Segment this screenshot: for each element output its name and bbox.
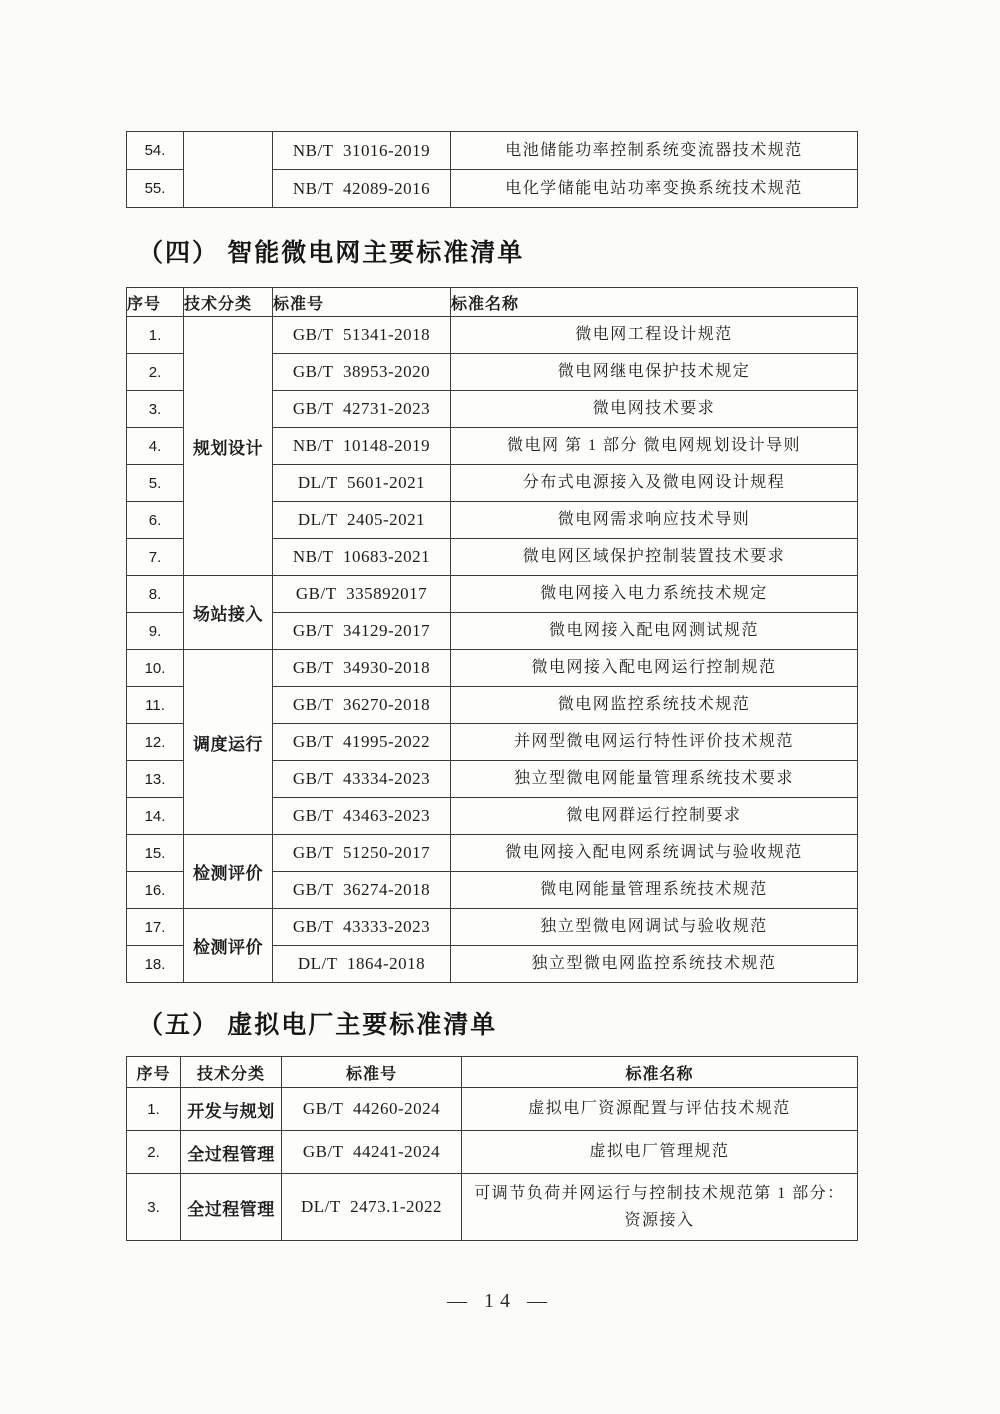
cell-name: 并网型微电网运行特性评价技术规范 [451, 724, 858, 761]
table-header-row [127, 288, 858, 317]
cell-category-dispatch-operation: 调度运行 [184, 650, 273, 835]
cell-std: DL/T 2473.1-2022 [282, 1174, 462, 1241]
cell-category-station-access: 场站接入 [184, 576, 273, 650]
cell-name: 微电网继电保护技术规定 [451, 354, 858, 391]
cell-name: 微电网接入配电网测试规范 [451, 613, 858, 650]
cell-category-empty [184, 132, 273, 208]
section4-heading: （四） 智能微电网主要标准清单 [138, 240, 525, 267]
cell-no: 1. [127, 1088, 181, 1131]
cell-name: 微电网区域保护控制装置技术要求 [451, 539, 858, 576]
cell-name: 虚拟电厂管理规范 [462, 1131, 858, 1174]
col-header-name: 标准名称 [451, 288, 858, 317]
cell-name: 微电网群运行控制要求 [451, 798, 858, 835]
cell-std: DL/T 2405-2021 [273, 502, 451, 539]
cell-no: 16. [127, 872, 184, 909]
cell-name: 微电网需求响应技术导则 [451, 502, 858, 539]
cell-category-planning: 规划设计 [184, 317, 273, 576]
table-row [127, 1131, 858, 1174]
microgrid-standards-table [126, 287, 858, 983]
cell-no: 4. [127, 428, 184, 465]
page-number: — 14 — [447, 1290, 553, 1312]
virtual-power-plant-standards-table [126, 1056, 858, 1241]
cell-name: 微电网接入配电网系统调试与验收规范 [451, 835, 858, 872]
cell-std: DL/T 5601-2021 [273, 465, 451, 502]
table-header-row [127, 1057, 858, 1088]
table-row [127, 1174, 858, 1241]
cell-no: 3. [127, 1174, 181, 1241]
col-header-name: 标准名称 [462, 1057, 858, 1088]
cell-std: GB/T 44241-2024 [282, 1131, 462, 1174]
cell-no: 17. [127, 909, 184, 946]
cell-category-test-evaluation: 检测评价 [184, 835, 273, 909]
cell-name: 独立型微电网调试与验收规范 [451, 909, 858, 946]
cell-name: 微电网 第 1 部分 微电网规划设计导则 [451, 428, 858, 465]
cell-std: GB/T 44260-2024 [282, 1088, 462, 1131]
cell-name: 微电网接入电力系统技术规定 [451, 576, 858, 613]
cell-std: NB/T 31016-2019 [273, 132, 451, 170]
cell-name: 微电网工程设计规范 [451, 317, 858, 354]
table-row [127, 650, 858, 687]
cell-std: GB/T 51341-2018 [273, 317, 451, 354]
cell-no: 2. [127, 1131, 181, 1174]
cell-std: GB/T 51250-2017 [273, 835, 451, 872]
table-row [127, 132, 858, 170]
cell-name: 微电网能量管理系统技术规范 [451, 872, 858, 909]
cell-std: NB/T 42089-2016 [273, 170, 451, 208]
cell-no: 9. [127, 613, 184, 650]
col-header-std: 标准号 [282, 1057, 462, 1088]
cell-name: 分布式电源接入及微电网设计规程 [451, 465, 858, 502]
col-header-no: 序号 [127, 288, 184, 317]
col-header-std: 标准号 [273, 288, 451, 317]
table-row [127, 835, 858, 872]
storage-standards-table-continuation [126, 131, 858, 208]
cell-no: 55. [127, 170, 184, 208]
cell-category-test-evaluation: 检测评价 [184, 909, 273, 983]
cell-category: 全过程管理 [181, 1174, 282, 1241]
cell-std: GB/T 36274-2018 [273, 872, 451, 909]
cell-no: 10. [127, 650, 184, 687]
cell-no: 5. [127, 465, 184, 502]
cell-std: GB/T 43333-2023 [273, 909, 451, 946]
cell-name: 可调节负荷并网运行与控制技术规范第 1 部分：资源接入 [462, 1174, 858, 1241]
table-row [127, 317, 858, 354]
table-row [127, 576, 858, 613]
col-header-category: 技术分类 [184, 288, 273, 317]
cell-no: 13. [127, 761, 184, 798]
section5-heading: （五） 虚拟电厂主要标准清单 [138, 1012, 498, 1039]
cell-no: 7. [127, 539, 184, 576]
cell-name: 微电网监控系统技术规范 [451, 687, 858, 724]
cell-std: GB/T 43463-2023 [273, 798, 451, 835]
cell-no: 15. [127, 835, 184, 872]
col-header-no: 序号 [127, 1057, 181, 1088]
table-row [127, 909, 858, 946]
cell-no: 18. [127, 946, 184, 983]
cell-category: 全过程管理 [181, 1131, 282, 1174]
table-row [127, 1088, 858, 1131]
cell-std: GB/T 43334-2023 [273, 761, 451, 798]
cell-name: 虚拟电厂资源配置与评估技术规范 [462, 1088, 858, 1131]
cell-no: 8. [127, 576, 184, 613]
cell-name: 电池储能功率控制系统变流器技术规范 [451, 132, 858, 170]
cell-std: GB/T 38953-2020 [273, 354, 451, 391]
cell-std: DL/T 1864-2018 [273, 946, 451, 983]
cell-name: 独立型微电网监控系统技术规范 [451, 946, 858, 983]
cell-category: 开发与规划 [181, 1088, 282, 1131]
cell-std: GB/T 41995-2022 [273, 724, 451, 761]
col-header-category: 技术分类 [181, 1057, 282, 1088]
cell-no: 3. [127, 391, 184, 428]
cell-std: GB/T 36270-2018 [273, 687, 451, 724]
cell-no: 11. [127, 687, 184, 724]
cell-name: 独立型微电网能量管理系统技术要求 [451, 761, 858, 798]
cell-name: 电化学储能电站功率变换系统技术规范 [451, 170, 858, 208]
cell-name: 微电网技术要求 [451, 391, 858, 428]
cell-no: 6. [127, 502, 184, 539]
cell-no: 1. [127, 317, 184, 354]
cell-std: NB/T 10148-2019 [273, 428, 451, 465]
cell-std: GB/T 335892017 [273, 576, 451, 613]
cell-std: NB/T 10683-2021 [273, 539, 451, 576]
cell-std: GB/T 34129-2017 [273, 613, 451, 650]
cell-name: 微电网接入配电网运行控制规范 [451, 650, 858, 687]
cell-std: GB/T 34930-2018 [273, 650, 451, 687]
cell-no: 2. [127, 354, 184, 391]
cell-no: 12. [127, 724, 184, 761]
cell-no: 54. [127, 132, 184, 170]
cell-std: GB/T 42731-2023 [273, 391, 451, 428]
cell-no: 14. [127, 798, 184, 835]
